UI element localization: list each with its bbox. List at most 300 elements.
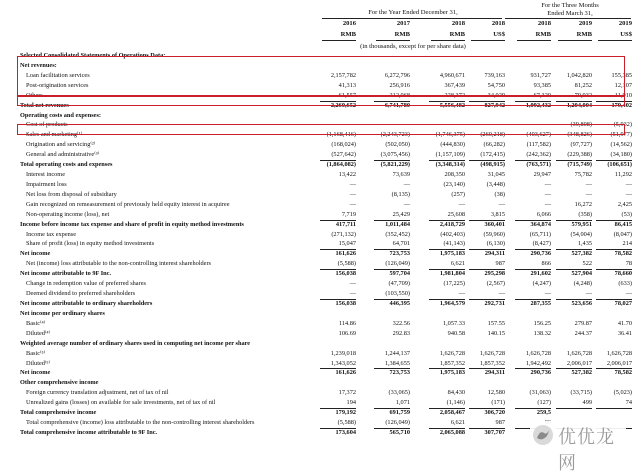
table-cell: 723,753 [389, 369, 410, 377]
table-cell: — [625, 190, 632, 198]
header-currency-1: RMB [394, 31, 410, 38]
row-label: Loan facilitation services [26, 71, 90, 79]
table-cell: 307,707 [484, 428, 505, 436]
table-cell: (14,562) [610, 141, 632, 149]
table-cell: 7,719 [341, 210, 356, 218]
table-cell: — [349, 290, 356, 298]
row-label: Diluted⁽⁴⁾ [26, 329, 51, 337]
table-row [0, 140, 640, 149]
table-cell: (348,826) [567, 131, 592, 139]
table-cell: (2,243,723) [380, 131, 410, 139]
table-cell: (5,821,229) [380, 161, 410, 169]
row-label: Gain recognized on remeasurement of previously held equity interest in acquiree [26, 200, 230, 208]
table-cell: — [544, 290, 551, 298]
table-cell: — [403, 121, 410, 129]
table-cell: 1,626,728 [606, 349, 632, 357]
table-cell: 2,058,467 [439, 409, 465, 417]
table-cell: 25,429 [392, 210, 410, 218]
table-cell: 161,626 [335, 250, 356, 258]
table-cell: (260,218) [480, 131, 505, 139]
table-cell: 6,272,796 [384, 71, 410, 79]
table-cell: (126,049) [385, 419, 410, 427]
table-cell: 322.56 [392, 319, 410, 327]
table-cell: (106,651) [607, 161, 632, 169]
table-cell: 179,192 [335, 409, 356, 417]
table-cell: (6,130) [486, 240, 505, 248]
table-cell: (5,932) [613, 121, 632, 129]
header-currency-0: RMB [340, 31, 356, 38]
header-currency-3: US$ [493, 31, 505, 38]
table-cell: (5,588) [337, 260, 356, 268]
table-cell: (1,168,416) [326, 131, 356, 139]
table-row [0, 408, 640, 417]
table-cell: (54,004) [570, 230, 592, 238]
table-cell: 2,006,017 [606, 359, 632, 367]
table-cell: 12,107 [614, 81, 632, 89]
header-group-annual: For the Year Ended December 31, [368, 9, 458, 16]
table-cell: 417,711 [335, 220, 356, 228]
row-label: General and administrative⁽³⁾ [26, 151, 100, 159]
table-cell: 287,355 [530, 300, 551, 307]
table-cell: 527,904 [571, 270, 592, 278]
table-cell: (53) [621, 210, 632, 218]
highlight-net-revenues [17, 56, 625, 96]
table-cell: 106.69 [338, 329, 356, 337]
table-cell: — [403, 200, 410, 208]
table-cell: 36.41 [617, 329, 632, 337]
table-cell: — [544, 121, 551, 129]
table-cell: (498,915) [480, 161, 505, 169]
table-cell: (1,146) [446, 399, 465, 407]
table-cell: 1,626,728 [439, 349, 465, 357]
table-cell: 73,639 [392, 171, 410, 179]
table-cell: — [349, 180, 356, 188]
table-cell: 294,311 [484, 369, 505, 377]
table-cell: 579,951 [571, 220, 592, 228]
table-row [0, 368, 640, 377]
table-row [0, 289, 640, 298]
row-label: Origination and servicing⁽²⁾ [26, 141, 96, 149]
table-cell: — [544, 190, 551, 198]
table-row [0, 259, 640, 268]
table-cell: 79,932 [574, 91, 592, 99]
table-cell: — [585, 180, 592, 188]
table-cell: (229,388) [567, 151, 592, 159]
table-cell: 6,621 [450, 260, 465, 268]
table-cell: 292.83 [392, 329, 410, 337]
header-group-quarter-line1: For the Three Months [541, 2, 599, 9]
table-cell: 6,621 [450, 419, 465, 427]
table-cell: 1,626,728 [525, 349, 551, 357]
table-cell: 739,163 [484, 71, 505, 79]
table-cell: 16,272 [574, 200, 592, 208]
table-cell: 6,066 [536, 210, 551, 218]
table-cell: 11,910 [614, 91, 632, 99]
table-cell: (4,247) [532, 280, 551, 288]
table-cell: (34,180) [610, 151, 632, 159]
watermark-text: 优优龙网 [558, 427, 615, 474]
table-cell: — [349, 190, 356, 198]
table-cell: (47,709) [388, 280, 410, 288]
table-cell: 2,065,088 [439, 428, 465, 436]
table-row [0, 160, 640, 169]
table-cell: 1,975,183 [439, 250, 465, 258]
row-label: Others [26, 91, 43, 99]
table-cell: (171) [491, 399, 505, 407]
table-cell: (31,063) [529, 389, 551, 397]
table-cell: 31,045 [487, 171, 505, 179]
table-cell: 212,068 [389, 91, 410, 99]
row-label: Sales and marketing⁽¹⁾ [26, 131, 83, 139]
table-cell: 78,582 [614, 250, 632, 258]
table-cell: (271,132) [331, 230, 356, 238]
table-cell: (3,075,456) [380, 151, 410, 159]
table-cell: (8,047) [613, 230, 632, 238]
table-cell: 114.86 [338, 319, 356, 327]
units-note: (in thousands, except for per share data) [360, 43, 466, 50]
table-cell: (41,143) [443, 240, 465, 248]
table-cell: 291,602 [530, 270, 551, 278]
table-row [0, 170, 640, 179]
table-cell: (127) [537, 399, 551, 407]
row-label: Net loss from disposal of subsidiary [26, 190, 117, 198]
row-label: Net income attributable to ordinary shareholders [20, 300, 153, 307]
table-cell: — [498, 290, 505, 298]
table-cell: (403,627) [526, 131, 551, 139]
row-label: Share of profit (loss) in equity method investments [26, 240, 155, 248]
row-label: Foreign currency translation adjustment, net of tax of nil [26, 389, 169, 397]
table-row [0, 249, 640, 258]
table-cell: (402,403) [440, 230, 465, 238]
table-cell: 1,071 [395, 399, 410, 407]
table-cell: 1,857,352 [479, 359, 505, 367]
table-cell: (39,808) [570, 121, 592, 129]
header-group-quarter-line2: Ended March 31, [547, 10, 593, 17]
table-cell: 827,942 [484, 101, 505, 109]
table-cell: 306,720 [484, 409, 505, 417]
table-cell: 2,260,652 [330, 101, 356, 109]
row-label: Total comprehensive (income) loss attributable to the non-controlling interest shareholders [26, 419, 255, 427]
table-cell: (126,049) [385, 260, 410, 268]
table-cell: (3,348,314) [435, 161, 465, 169]
table-cell: 259,5 [536, 409, 551, 417]
table-cell: 155,385 [611, 71, 632, 79]
table-cell: (4,248) [573, 280, 592, 288]
table-cell: 691,759 [389, 409, 410, 417]
table-cell: 75,782 [574, 171, 592, 179]
table-cell: 29,947 [533, 171, 551, 179]
table-cell: 527,382 [571, 369, 592, 377]
table-cell: — [498, 200, 505, 208]
table-cell: 1,857,352 [439, 359, 465, 367]
table-cell: 523,656 [571, 300, 592, 307]
table-row [0, 378, 640, 387]
table-cell: 256,916 [389, 81, 410, 89]
table-row [0, 220, 640, 229]
table-cell: 3,815 [490, 210, 505, 218]
table-cell: 140.15 [487, 329, 505, 337]
table-cell: 367,439 [444, 81, 465, 89]
row-label: Non-operating income (loss), net [26, 210, 110, 218]
table-cell: — [585, 190, 592, 198]
table-row [0, 210, 640, 219]
dragon-logo-icon [532, 424, 554, 446]
row-label: Other comprehensive income [20, 379, 99, 387]
table-cell: (33,715) [570, 389, 592, 397]
header-currency-2: RMB [449, 31, 465, 38]
header-year-5: 2019 [578, 20, 592, 27]
table-cell: 78,582 [614, 369, 632, 377]
table-cell: 1,092,432 [525, 101, 551, 109]
table-cell: (1,746,375) [435, 131, 465, 139]
table-row [0, 279, 640, 288]
table-cell: (633) [618, 280, 632, 288]
row-label: Income tax expense [26, 230, 77, 238]
table-cell: 1,975,183 [439, 369, 465, 377]
table-row [0, 309, 640, 318]
table-cell: 13,422 [338, 171, 356, 179]
table-row [0, 230, 640, 239]
table-cell: 6,741,780 [384, 101, 410, 109]
table-cell: (117,582) [526, 141, 551, 149]
table-cell: 54,750 [487, 81, 505, 89]
table-cell: 360,401 [484, 220, 505, 228]
table-cell: — [625, 290, 632, 298]
table-row [0, 359, 640, 368]
table-cell: (5,588) [337, 419, 356, 427]
table-cell: 1,626,728 [566, 349, 592, 357]
header-currency-5: RMB [576, 31, 592, 38]
table-cell: 446,395 [389, 300, 410, 307]
table-cell: (3,448) [486, 180, 505, 188]
header-year-1: 2017 [396, 20, 410, 27]
table-cell: 597,704 [389, 270, 410, 278]
table-cell: — [458, 121, 465, 129]
table-cell: 12,580 [487, 389, 505, 397]
highlight-sales-marketing [17, 124, 625, 135]
table-cell: (8,427) [532, 240, 551, 248]
row-label: Post-origination services [26, 81, 89, 89]
table-cell: 244.37 [574, 329, 592, 337]
row-label: Net income [20, 250, 51, 258]
table-cell: 1,343,052 [330, 359, 356, 367]
row-label: Net income [20, 369, 51, 377]
header-currency-6: US$ [620, 31, 632, 38]
table-cell: 84,430 [447, 389, 465, 397]
table-cell: 93,385 [533, 81, 551, 89]
row-label: Diluted⁽⁵⁾ [26, 359, 51, 367]
row-label: Deemed dividend to preferred shareholders [26, 290, 136, 298]
table-cell: — [498, 121, 505, 129]
table-row [0, 111, 640, 120]
table-cell: — [458, 290, 465, 298]
table-row [0, 388, 640, 397]
table-cell: 294,311 [484, 250, 505, 258]
table-cell: 2,418,729 [439, 220, 465, 228]
table-cell: — [349, 200, 356, 208]
table-cell: (242,362) [526, 151, 551, 159]
table-cell: 1,244,137 [384, 349, 410, 357]
row-label: Total comprehensive income [20, 409, 97, 417]
table-cell: — [544, 180, 551, 188]
table-row [0, 200, 640, 209]
table-row [0, 180, 640, 189]
table-cell: 987 [495, 260, 505, 268]
table-cell: (2,567) [486, 280, 505, 288]
header-year-6: 2019 [618, 20, 632, 27]
table-cell: 161,626 [335, 369, 356, 377]
table-cell: 987 [495, 419, 505, 427]
table-cell: (172,415) [480, 151, 505, 159]
row-label: Cost of products [26, 121, 68, 129]
table-cell: 214 [622, 240, 632, 248]
header-year-2: 2018 [451, 20, 465, 27]
table-row [0, 150, 640, 159]
table-cell: 290,736 [530, 250, 551, 258]
table-cell: 208,350 [444, 171, 465, 179]
table-cell: 11,292 [614, 171, 632, 179]
table-cell: 41.70 [617, 319, 632, 327]
table-cell: 228,372 [444, 91, 465, 99]
header-year-3: 2018 [491, 20, 505, 27]
table-cell: 565,710 [389, 428, 410, 436]
table-cell: 25,608 [447, 210, 465, 218]
table-cell: 1,626,728 [479, 349, 505, 357]
table-cell: (352,452) [385, 230, 410, 238]
table-cell: 41,313 [338, 81, 356, 89]
table-cell: — [585, 290, 592, 298]
table-cell: (38) [494, 190, 505, 198]
table-cell: 290,736 [530, 369, 551, 377]
table-row [0, 319, 640, 328]
table-cell: (358) [578, 210, 592, 218]
table-row [0, 339, 640, 348]
table-cell: 1,204,004 [566, 101, 592, 109]
row-label: Net (income) loss attributable to the non-controlling interest shareholders [26, 260, 212, 268]
table-row [0, 299, 640, 308]
table-cell: (65,711) [529, 230, 551, 238]
table-cell: (51,977) [610, 131, 632, 139]
table-cell: 194 [346, 399, 356, 407]
row-label: Net income attributable to 9F Inc. [20, 270, 112, 278]
table-cell: (103,550) [385, 290, 410, 298]
table-row [0, 329, 640, 338]
table-cell: (17,225) [443, 280, 465, 288]
row-label: Net income per ordinary shares [20, 309, 105, 317]
table-cell: 1,384,655 [384, 359, 410, 367]
table-cell: 64,701 [392, 240, 410, 248]
table-cell: 34,029 [487, 91, 505, 99]
table-cell: 292,731 [484, 300, 505, 307]
table-cell: — [349, 280, 356, 288]
table-cell: 1,435 [577, 240, 592, 248]
table-cell: 527,382 [571, 250, 592, 258]
table-cell: 279.87 [574, 319, 592, 327]
table-cell: (59,960) [483, 230, 505, 238]
table-cell: (502,050) [385, 141, 410, 149]
table-cell: (444,830) [440, 141, 465, 149]
highlight-total-net-revenues [17, 96, 625, 106]
table-cell: 4,960,671 [439, 71, 465, 79]
row-label: Weighted average number of ordinary shares used in computing net income per share [20, 339, 251, 347]
table-cell: 78 [625, 260, 632, 268]
table-cell: — [544, 200, 551, 208]
row-label: Change in redemption value of preferred shares [26, 280, 146, 288]
table-cell: 156,038 [335, 300, 356, 307]
table-cell: (23,140) [443, 180, 465, 188]
table-cell: 1,964,579 [439, 300, 465, 307]
table-cell: 1,239,018 [330, 349, 356, 357]
table-cell: 86,415 [614, 220, 632, 228]
table-cell: 173,604 [335, 428, 356, 436]
table-cell: (33,065) [388, 389, 410, 397]
table-row [0, 190, 640, 199]
table-cell: — [403, 180, 410, 188]
table-cell: 156,038 [335, 270, 356, 278]
row-label: Impairment loss [26, 180, 67, 188]
table-row [0, 269, 640, 278]
row-label: Income before income tax expense and share of profit in equity method investments [20, 220, 244, 228]
table-cell: 364,874 [530, 220, 551, 228]
table-cell: (8,135) [391, 190, 410, 198]
row-label: Basic⁽⁵⁾ [26, 349, 46, 357]
table-cell: 499 [582, 399, 592, 407]
table-cell: 2,006,017 [566, 359, 592, 367]
table-cell: 67,320 [533, 91, 551, 99]
row-label: Basic⁽⁴⁾ [26, 319, 46, 327]
row-label: Total comprehensive income attributable to 9F Inc. [20, 428, 158, 436]
table-cell: 522 [582, 260, 592, 268]
table-cell: — [349, 121, 356, 129]
row-label: Interest income [26, 171, 65, 179]
table-cell: 1,042,820 [566, 71, 592, 79]
table-cell: (168,024) [331, 141, 356, 149]
table-cell: 295,298 [484, 270, 505, 278]
table-cell: 74 [625, 399, 632, 407]
table-cell: 931,727 [530, 71, 551, 79]
row-label: Operating costs and expenses: [20, 111, 101, 119]
row-label: Selected Consolidated Statements of Operations Data: [20, 52, 166, 59]
table-cell: 17,372 [338, 389, 356, 397]
table-cell: (66,282) [483, 141, 505, 149]
table-cell: 1,057.33 [442, 319, 465, 327]
row-label: Net revenues: [20, 61, 57, 69]
table-cell: 723,753 [389, 250, 410, 258]
table-cell: (257) [451, 190, 465, 198]
table-cell: 1,981,804 [439, 270, 465, 278]
row-label: Total net revenues [20, 101, 69, 109]
header-currency-4: RMB [535, 31, 551, 38]
header-year-0: 2016 [342, 20, 356, 27]
table-row [0, 239, 640, 248]
table-cell: 2,425 [617, 200, 632, 208]
table-cell: (1,864,082) [326, 161, 356, 169]
table-row [0, 398, 640, 407]
table-cell: 179,402 [611, 101, 632, 109]
table-cell: 940.58 [447, 329, 465, 337]
table-cell: 1,942,492 [525, 359, 551, 367]
table-cell: (527,642) [331, 151, 356, 159]
table-cell: 866 [541, 260, 551, 268]
table-cell: (5,023) [613, 389, 632, 397]
table-cell: 81,252 [574, 81, 592, 89]
table-cell: 61,557 [338, 91, 356, 99]
table-cell: (1,157,109) [435, 151, 465, 159]
table-cell: 5,556,482 [439, 101, 465, 109]
table-cell: 78,027 [614, 300, 632, 307]
table-cell: — [458, 200, 465, 208]
table-cell: (763,571) [526, 161, 551, 169]
